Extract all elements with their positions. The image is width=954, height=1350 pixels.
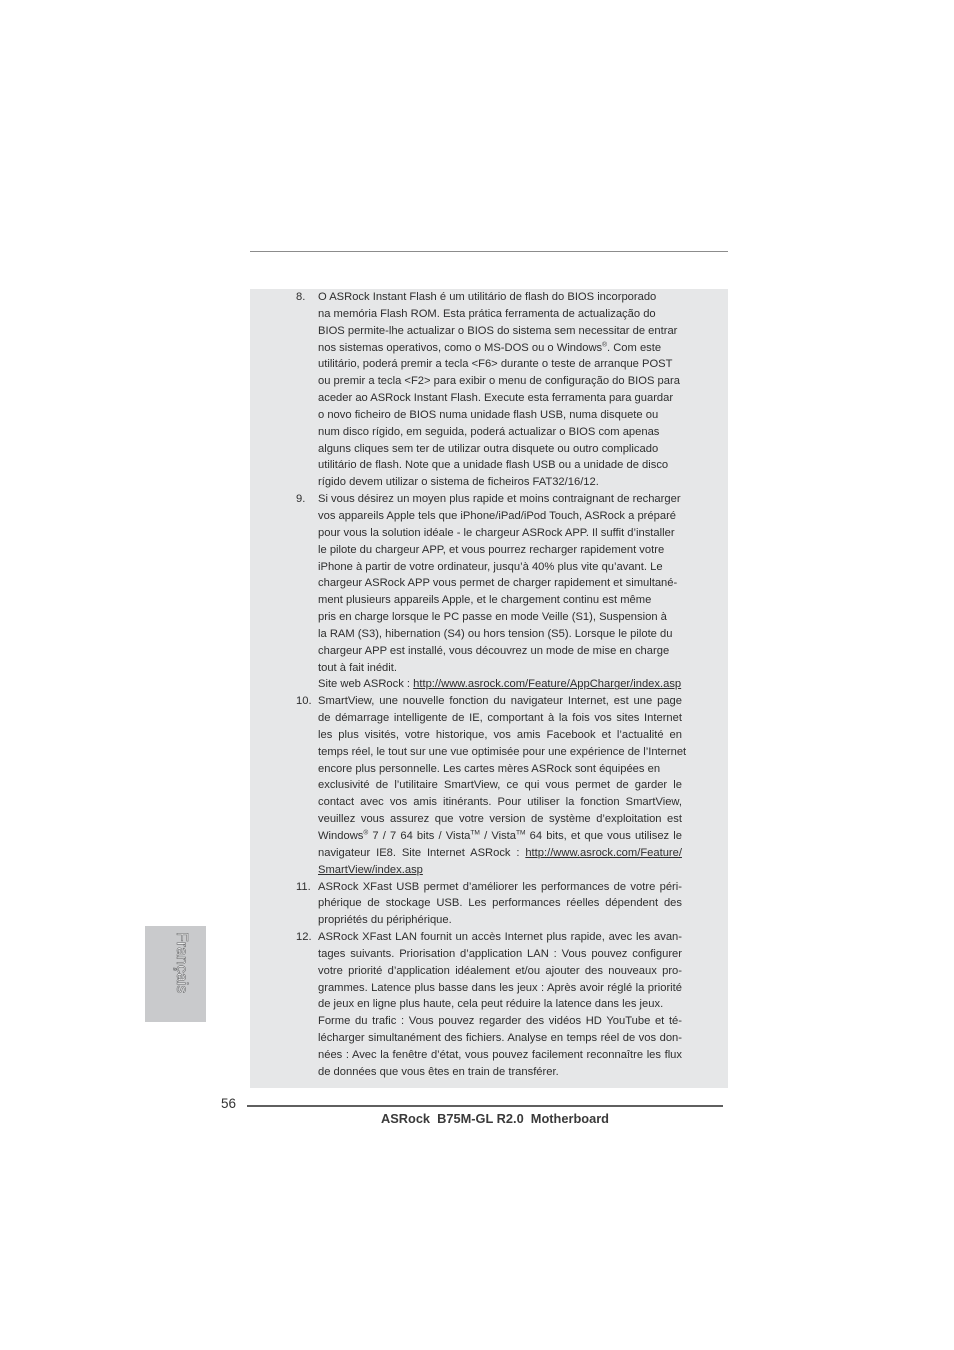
text-segment: navigateur IE8. Site Internet ASRock : <box>318 846 526 859</box>
registered-superscript: ® <box>363 829 369 837</box>
list-item <box>296 693 688 878</box>
item-text <box>318 929 682 1081</box>
text-line: exclusivité de l’utilitaire SmartView, ce qui vous permet de garder le <box>318 779 682 792</box>
text-line: phérique de stockage USB. Les performances réelles dépendent des <box>318 897 682 910</box>
text-line: temps réel, le tout sur une vue optimisée pour une expérience de l’Internet <box>318 745 687 758</box>
page-number: 56 <box>221 1096 237 1111</box>
trademark-superscript: TM <box>516 829 526 837</box>
item-text <box>318 693 687 878</box>
text-line: utilitário de flash. Note que a unidade flash USB ou a unidade de disco <box>318 459 669 472</box>
item-number: 10. <box>296 695 312 708</box>
numbered-list <box>296 289 688 1081</box>
text-line: O ASRock Instant Flash é um utilitário de flash do BIOS incorporado <box>318 291 657 303</box>
header-divider <box>250 251 728 252</box>
text-line: le pilote du chargeur APP, et vous pourrez recharger rapidement votre <box>318 543 665 556</box>
text-line: na memória Flash ROM. Esta prática ferramenta de actualização do <box>318 307 656 320</box>
text-line <box>318 862 682 879</box>
text-segment: 64 bits, et que vous utilisez le <box>525 830 682 842</box>
text-line: vos appareils Apple tels que iPhone/iPad/iPod Touch, ASRock a préparé <box>318 509 677 522</box>
item-text <box>318 879 682 930</box>
item-number: 8. <box>296 291 306 303</box>
text-line: pris en charge lorsque le PC passe en mode Veille (S1), Suspension à <box>318 611 667 624</box>
language-tab-label: Français <box>173 932 190 994</box>
text-line: ment plusieurs appareils Apple, et le chargement continu est même <box>318 594 652 607</box>
text-line: ASRock XFast USB permet d’améliorer les performances de votre péri- <box>318 880 682 893</box>
text-line: ou premir a tecla <F2> para exibir o menu de configuração do BIOS para <box>318 375 680 388</box>
text-line: lécharger simultanément des fichiers. Analyse en temps réel de vos don- <box>318 1032 682 1045</box>
text-segment: 7 / 7 64 bits / Vista <box>368 830 471 842</box>
text-segment: nos sistemas operativos, como o MS-DOS ou o Windows <box>318 341 603 354</box>
text-line: Si vous désirez un moyen plus rapide et moins contraignant de recharger <box>318 493 681 506</box>
text-line <box>318 676 682 693</box>
text-segment: Windows <box>318 830 364 842</box>
text-line: contact avec vos amis itinérants. Pour utiliser la fonction SmartView, <box>318 796 682 809</box>
text-line <box>318 845 682 862</box>
text-line: nées : Avec la fenêtre d’état, vous pouvez facilement reconnaître les flux <box>318 1048 682 1061</box>
text-line <box>318 340 682 357</box>
text-line: utilitário, poderá premir a tecla <F6> durante o teste de arranque POST <box>318 358 673 371</box>
text-line: rígido devem utilizar o sistema de ficheiros FAT32/16/12. <box>318 476 599 489</box>
text-line: BIOS permite-lhe actualizar o BIOS do sistema sem necessitar de entrar <box>318 324 678 337</box>
item-text <box>318 491 682 693</box>
text-line: Forme du trafic : Vous pouvez regarder des vidéos HD YouTube et té- <box>318 1015 682 1028</box>
text-segment: . Com este <box>607 341 662 354</box>
text-line: alguns cliques sem ter de utilizar outra disquete ou outro complicado <box>318 442 659 455</box>
text-line: la RAM (S3), hibernation (S4) ou hors tension (S5). Lorsque le pilote du <box>318 627 673 640</box>
language-tab <box>145 926 206 1022</box>
footer-divider <box>247 1105 723 1107</box>
text-line: chargeur APP est installé, vous découvrez un mode de mise en charge <box>318 644 670 657</box>
text-line: iPhone à partir de votre ordinateur, jusqu’à 40% plus vite qu’avant. Le <box>318 560 663 573</box>
item-number: 11. <box>296 880 311 893</box>
text-line: de démarrage intelligente de IE, comportant à la fois vos sites Internet <box>318 712 682 725</box>
text-line: grammes. Latence plus basse dans les jeux : Après avoir réglé la priorité <box>318 981 682 994</box>
text-line: aceder ao ASRock Instant Flash. Execute esta ferramenta para guardar <box>318 392 674 405</box>
text-line: de jeux en ligne plus haute, cela peut réduire la latence dans les jeux. <box>318 998 664 1011</box>
registered-superscript: ® <box>602 341 608 349</box>
text-line: veuillez vous assurez que votre version de système d’exploitation est <box>318 813 682 826</box>
text-line: encore plus personnelle. Les cartes mères ASRock sont équipées en <box>318 762 661 775</box>
url-link[interactable]: http://www.asrock.com/Feature/AppCharger/index.asp <box>413 678 682 691</box>
url-link[interactable]: SmartView/index.asp <box>318 863 423 876</box>
url-link[interactable]: http://www.asrock.com/Feature/ <box>525 846 682 859</box>
list-item <box>296 289 688 491</box>
text-line: de données que vous êtes en train de transférer. <box>318 1065 559 1078</box>
list-item <box>296 491 688 693</box>
item-number: 12. <box>296 931 312 944</box>
text-line: votre priorité d’application idéalement et/ou ajouter des nouveaux pro- <box>318 964 682 977</box>
text-line <box>318 828 682 845</box>
text-line: les plus visités, votre historique, vos amis Facebook et l’actualité en <box>318 728 682 741</box>
text-line: pour vous la solution idéale - le chargeur ASRock APP. Il suffit d’installer <box>318 526 675 539</box>
text-segment: Site web ASRock : <box>318 678 414 691</box>
item-number: 9. <box>296 493 306 506</box>
text-line: tout à fait inédit. <box>318 661 397 674</box>
item-text <box>318 289 682 491</box>
text-line: SmartView, une nouvelle fonction du navigateur Internet, est une page <box>318 695 682 708</box>
text-line: propriétés du périphérique. <box>318 914 452 927</box>
footer-title: ASRock B75M-GL R2.0 Motherboard <box>380 1111 609 1126</box>
trademark-superscript: TM <box>470 829 480 837</box>
text-line: o novo ficheiro de BIOS numa unidade flash USB, numa disquete ou <box>318 408 659 421</box>
text-line: ASRock XFast LAN fournit un accès Internet plus rapide, avec les avan- <box>318 931 682 944</box>
text-line: chargeur ASRock APP vous permet de charger rapidement et simultané- <box>318 577 678 590</box>
text-segment: / Vista <box>479 830 516 842</box>
text-line: num disco rígido, em seguida, poderá actualizar o BIOS com apenas <box>318 425 660 438</box>
list-item <box>296 879 688 930</box>
list-item <box>296 929 688 1081</box>
text-line: tages suivants. Priorisation d’application LAN : Vous pouvez configurer <box>318 947 682 960</box>
